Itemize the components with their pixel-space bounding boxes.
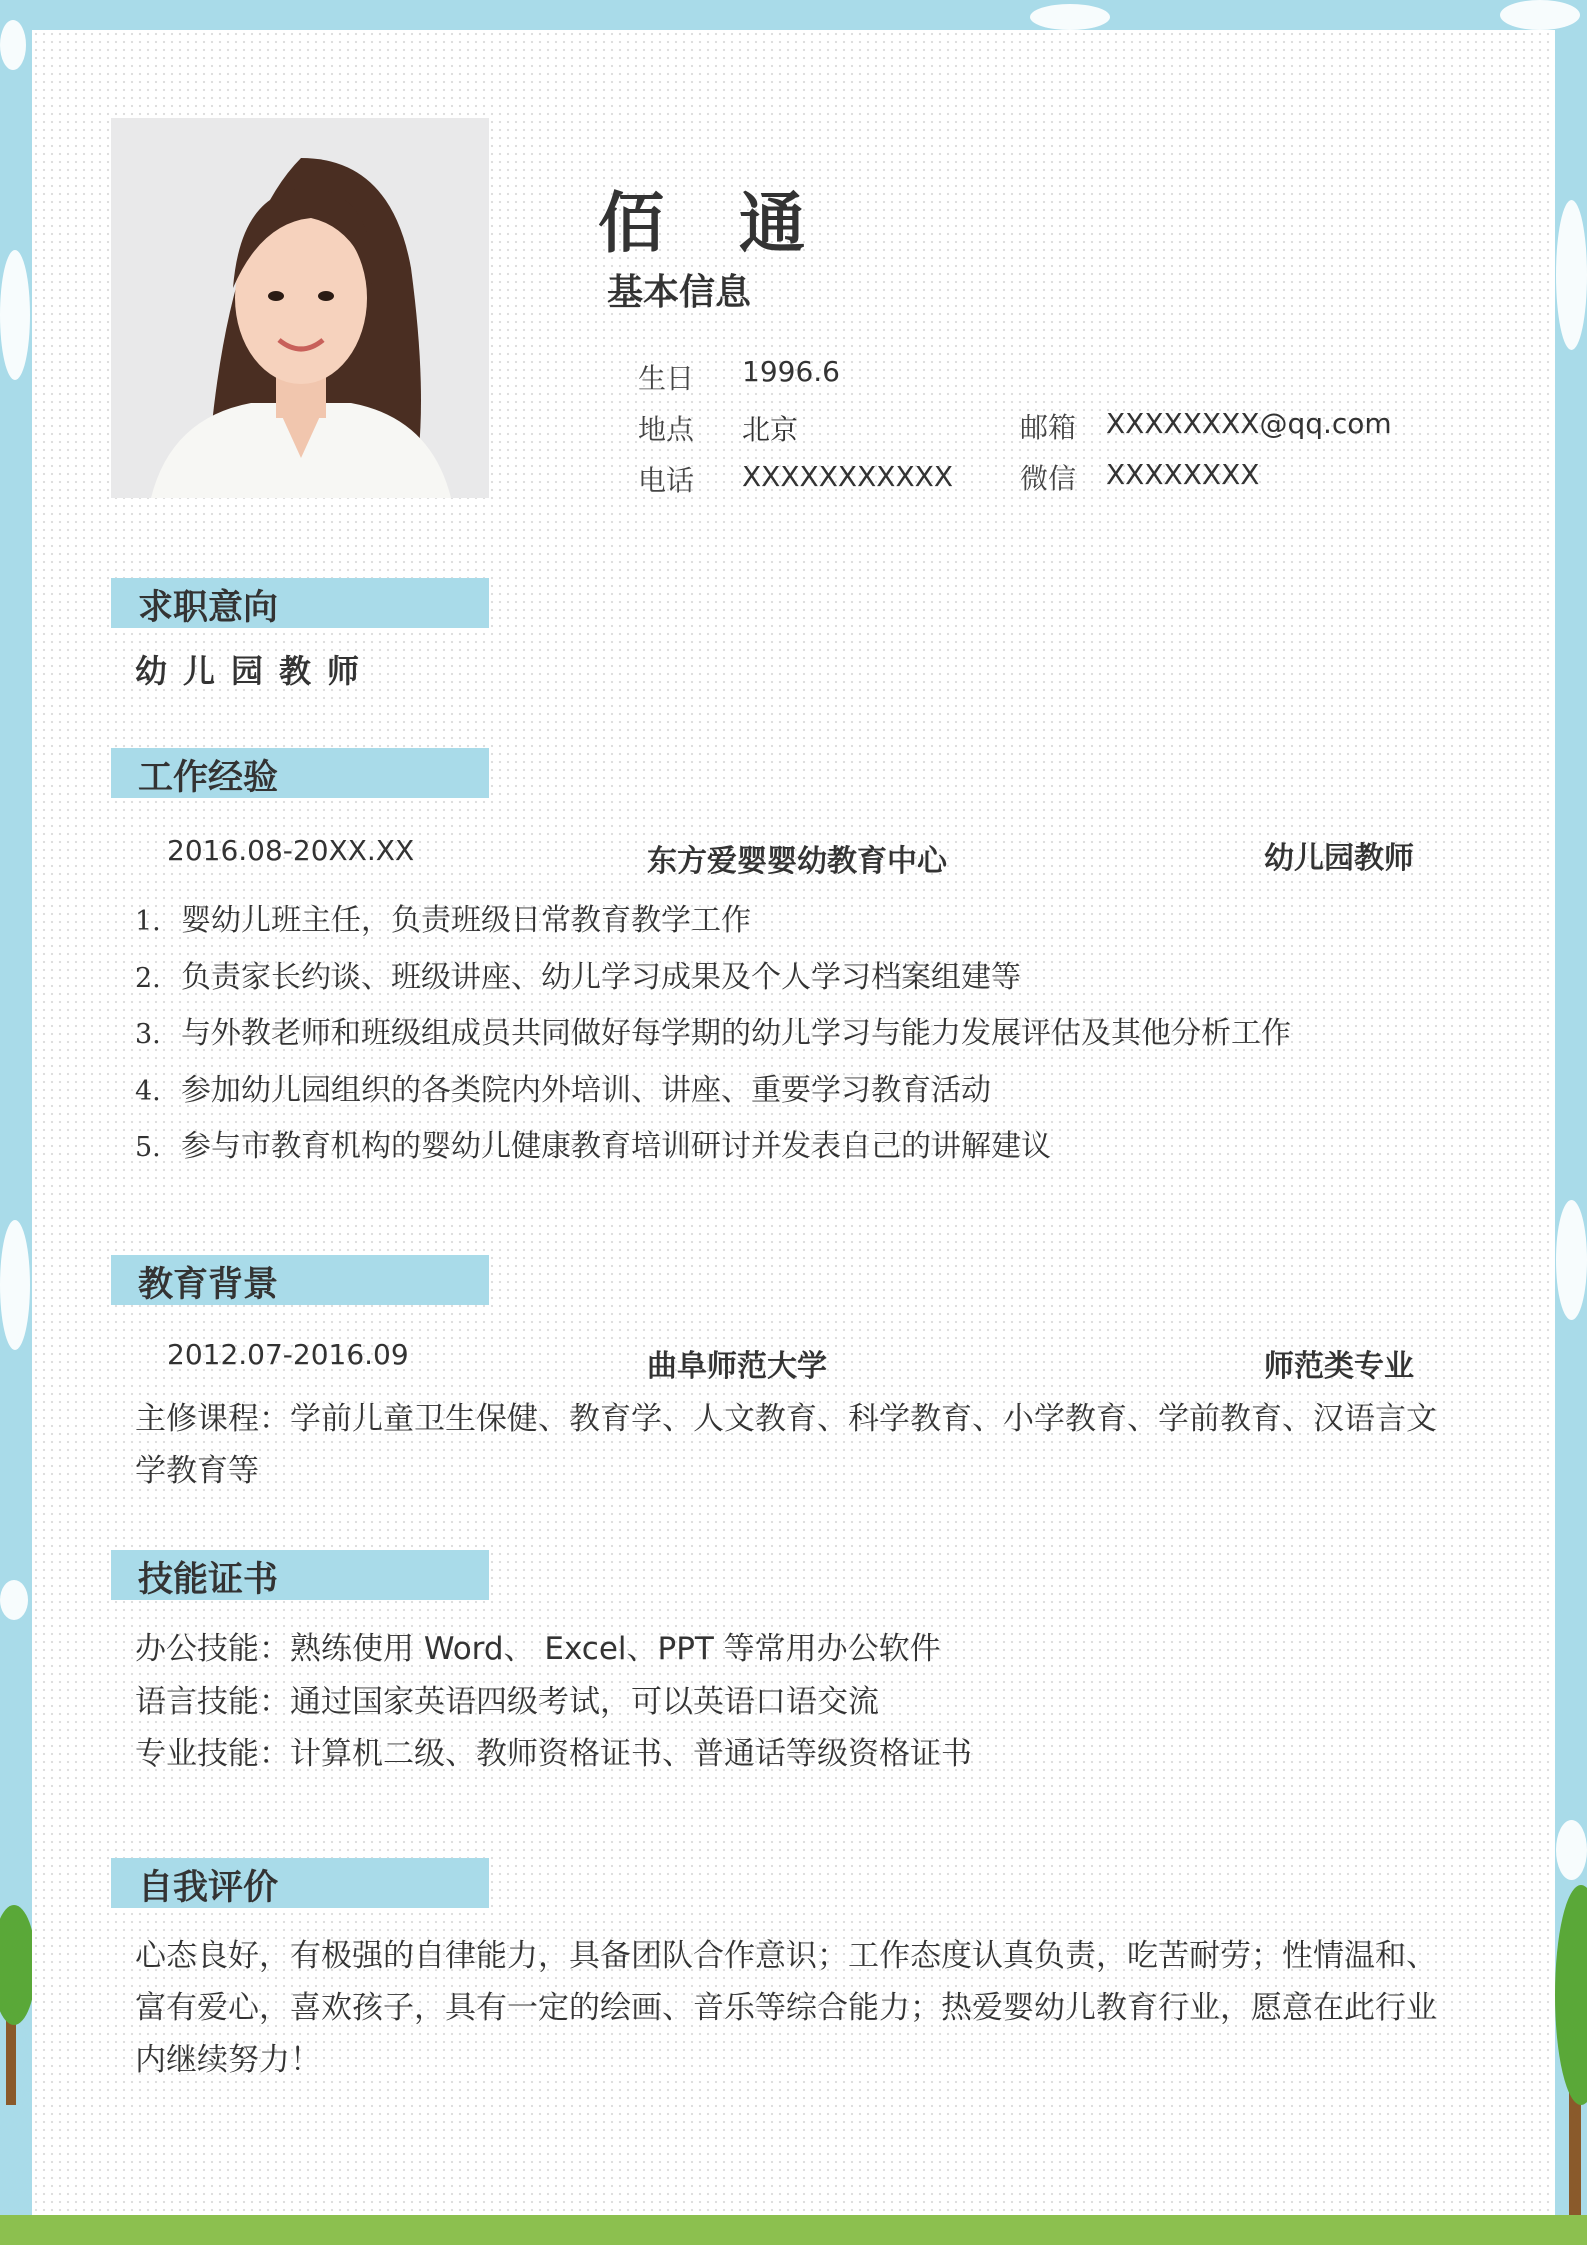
- section-title: 教育背景: [138, 1265, 279, 1305]
- section-header-skills: [111, 1550, 489, 1600]
- self-evaluation-text: 心态良好，有极强的自律能力，具备团队合作意识；工作态度认真负责，吃苦耐劳；性情温和、富有爱心，喜欢孩子，具有一定的绘画、音乐等综合能力；热爱婴幼儿教育行业，愿意在此行业内继续努力！: [135, 1938, 1437, 2078]
- list-item: [135, 895, 1291, 952]
- list-number: 2.: [135, 962, 161, 994]
- list-text: 负责家长约谈、班级讲座、幼儿学习成果及个人学习档案组建等: [181, 959, 1021, 995]
- list-text: 参与市教育机构的婴幼儿健康教育培训研讨并发表自己的讲解建议: [181, 1129, 1051, 1164]
- education-courses: 主修课程：学前儿童卫生保健、教育学、人文教育、科学教育、小学教育、学前教育、汉语言文学教育等: [135, 1401, 1437, 1489]
- phone-value: XXXXXXXXXXX: [742, 460, 953, 493]
- section-title: 技能证书: [138, 1560, 279, 1600]
- basic-info-heading: 基本信息: [607, 272, 752, 313]
- list-item: [135, 1121, 1291, 1178]
- cloud-decoration: [1556, 1200, 1587, 1320]
- section-header-education: [111, 1255, 489, 1305]
- work-company: 东方爱婴婴幼教育中心: [647, 844, 947, 879]
- location-value: 北京: [742, 413, 799, 446]
- list-item: [135, 1065, 1291, 1122]
- birthday-label: 生日: [638, 362, 695, 395]
- cloud-decoration: [1556, 1820, 1587, 1880]
- phone-label: 电话: [638, 464, 695, 497]
- cloud-decoration: [1556, 200, 1587, 350]
- list-number: 5.: [135, 1132, 161, 1163]
- avatar: [111, 118, 489, 498]
- skill-professional: 专业技能：计算机二级、教师资格证书、普通话等级资格证书: [135, 1736, 972, 1772]
- job-position: 幼儿园教师: [135, 652, 376, 690]
- profile-photo: [111, 118, 489, 498]
- grass-ground: [0, 2215, 1587, 2245]
- list-number: 4.: [135, 1075, 161, 1107]
- cloud-decoration: [0, 250, 30, 380]
- list-item: [135, 1008, 1291, 1065]
- section-title: 求职意向: [138, 588, 279, 628]
- work-duties-list: [135, 895, 1291, 1178]
- cloud-decoration: [1500, 0, 1580, 30]
- section-title: 工作经验: [138, 758, 279, 798]
- email-label: 邮箱: [1020, 411, 1077, 444]
- candidate-name: 佰 通: [598, 185, 831, 262]
- education-major: 师范类专业: [1264, 1349, 1414, 1384]
- section-header-work: [111, 748, 489, 798]
- location-label: 地点: [638, 413, 695, 446]
- tree-illustration: [0, 1885, 32, 2105]
- wechat-value: XXXXXXXX: [1106, 458, 1260, 491]
- tree-illustration: [1553, 1875, 1587, 2215]
- education-school: 曲阜师范大学: [647, 1349, 827, 1384]
- list-number: 1.: [135, 906, 161, 937]
- work-period: 2016.08-20XX.XX: [167, 834, 415, 867]
- list-item: [135, 952, 1291, 1009]
- email-value: XXXXXXXX@qq.com: [1106, 407, 1392, 440]
- birthday-value: 1996.6: [742, 355, 840, 388]
- skill-language: 语言技能：通过国家英语四级考试，可以英语口语交流: [135, 1684, 879, 1720]
- skill-office: 办公技能：熟练使用 Word、 Excel、PPT 等常用办公软件: [135, 1631, 941, 1667]
- section-title: 自我评价: [138, 1868, 279, 1908]
- wechat-label: 微信: [1020, 462, 1077, 495]
- work-role: 幼儿园教师: [1264, 841, 1414, 876]
- list-text: 参加幼儿园组织的各类院内外培训、讲座、重要学习教育活动: [181, 1072, 991, 1108]
- section-header-self-eval: [111, 1858, 489, 1908]
- cloud-decoration: [0, 1220, 30, 1350]
- list-text: 与外教老师和班级组成员共同做好每学期的幼儿学习与能力发展评估及其他分析工作: [181, 1016, 1291, 1051]
- list-number: 3.: [135, 1019, 161, 1050]
- education-period: 2012.07-2016.09: [167, 1338, 409, 1371]
- cloud-decoration: [0, 1580, 28, 1620]
- cloud-decoration: [0, 20, 26, 70]
- section-header-intent: [111, 578, 489, 628]
- cloud-decoration: [1030, 4, 1110, 30]
- list-text: 婴幼儿班主任，负责班级日常教育教学工作: [181, 903, 751, 938]
